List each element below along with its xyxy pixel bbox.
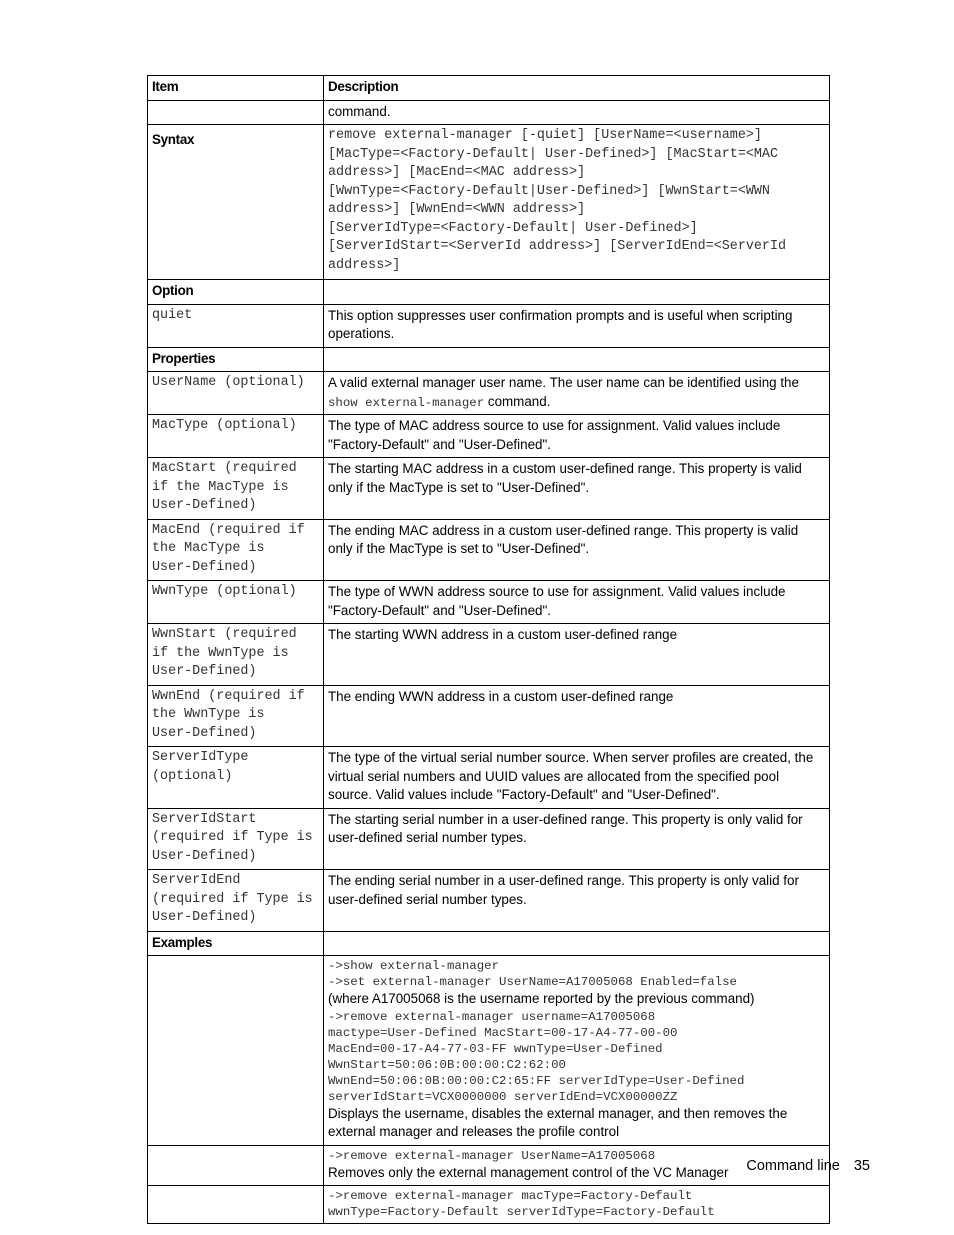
property-row [148,624,830,686]
page-number: 35 [853,1158,870,1174]
table-row [148,100,830,125]
property-description [324,372,830,415]
table-header-row [148,76,830,101]
examples-label: Examples [148,931,324,956]
property-row [148,372,830,415]
section-row [148,347,830,372]
syntax-row [148,125,830,280]
property-row [148,808,830,870]
property-name: MacEnd (required if the MacType is User-Defined) [148,519,324,581]
option-description: This option suppresses user confirmation prompts and is useful when scripting operations. [324,304,830,347]
property-name: ServerIdType (optional) [148,747,324,809]
property-description: The ending WWN address in a custom user-defined range [324,685,830,747]
option-row [148,304,830,347]
example-text: Displays the username, disables the external manager, and then removes the external manager and releases the profile control [328,1105,788,1139]
property-description: The type of WWN address source to use for assignment. Valid values include "Factory-Default" and "User-Defined". [324,581,830,624]
example-text: (where A17005068 is the username reported by the previous command) [328,991,755,1006]
property-name: WwnEnd (required if the WwnType is User-Defined) [148,685,324,747]
property-name: ServerIdStart (required if Type is User-Defined) [148,808,324,870]
property-row [148,870,830,932]
property-row [148,581,830,624]
property-row [148,458,830,520]
property-name: WwnType (optional) [148,581,324,624]
property-row [148,747,830,809]
syntax-line: remove external-manager [-quiet] [UserName=<username>] [328,128,762,143]
continuation-text: command. [324,100,830,125]
empty-cell [324,931,830,956]
syntax-code [324,125,830,280]
empty-cell [148,1186,324,1224]
example-content [324,956,830,1146]
property-name: ServerIdEnd (required if Type is User-Defined) [148,870,324,932]
empty-cell [148,1145,324,1186]
syntax-line: [MacType=<Factory-Default| User-Defined>] [MacStart=<MAC [328,146,778,162]
property-row [148,415,830,458]
property-name: WwnStart (required if the WwnType is User-Defined) [148,624,324,686]
syntax-line: [WwnType=<Factory-Default|User-Defined>] [WwnStart=<WWN [328,183,770,199]
empty-cell [324,347,830,372]
inline-code: show external-manager [328,395,485,410]
property-description: The starting WWN address in a custom user-defined range [324,624,830,686]
page-footer [746,1158,870,1174]
property-text: A valid external manager user name. The user name can be identified using the [328,375,799,390]
example-code: ->remove external-manager macType=Factory-Default wwnType=Factory-Default serverIdType=Factory-Default [328,1189,715,1219]
property-description: The type of the virtual serial number source. When server profiles are created, the virtual serial numbers and UUID values are allocated from the specified pool source. Valid values include "Factory-Default" and "User-Defined". [324,747,830,809]
syntax-line: [ServerIdStart=<ServerId address>] [ServerIdEnd=<ServerId [328,239,787,254]
syntax-line: address>] [MacEnd=<MAC address>] [328,165,586,180]
property-description: The type of MAC address source to use for assignment. Valid values include "Factory-Default" and "User-Defined". [324,415,830,458]
example-content [324,1186,830,1224]
example-text: Removes only the external management control of the VC Manager [328,1164,729,1180]
syntax-line: address>] [328,257,401,273]
property-name: MacStart (required if the MacType is User-Defined) [148,458,324,520]
property-row [148,685,830,747]
header-description: Description [324,76,830,101]
header-item: Item [148,76,324,101]
example-code: ->show external-manager ->set external-manager UserName=A17005068 Enabled=false [328,959,737,989]
property-name: UserName (optional) [148,372,324,415]
property-name: MacType (optional) [148,415,324,458]
empty-cell [324,280,830,305]
syntax-line: address>] [WwnEnd=<WWN address>] [328,202,586,217]
empty-cell [148,956,324,1146]
command-table [147,75,830,1224]
property-description: The starting MAC address in a custom user-defined range. This property is valid only if the MacType is set to "User-Defined". [324,458,830,520]
option-label: Option [148,280,324,305]
properties-label: Properties [148,347,324,372]
example-row [148,1186,830,1224]
syntax-label: Syntax [148,125,324,280]
empty-cell [148,100,324,125]
syntax-line: [ServerIdType=<Factory-Default| User-Defined>] [328,220,698,236]
section-row [148,931,830,956]
property-text-after: command. [484,393,551,409]
property-row [148,519,830,581]
example-code: ->remove external-manager UserName=A17005068 [328,1148,656,1163]
footer-section: Command line [746,1158,840,1174]
example-row [148,1145,830,1186]
example-row [148,956,830,1146]
section-row [148,280,830,305]
property-description: The ending MAC address in a custom user-defined range. This property is valid only if the MacType is set to "User-Defined". [324,519,830,581]
property-description: The ending serial number in a user-defined range. This property is only valid for user-defined serial number types. [324,870,830,932]
option-name: quiet [148,304,324,347]
property-description: The starting serial number in a user-defined range. This property is only valid for user-defined serial number types. [324,808,830,870]
example-code: ->remove external-manager username=A17005068 mactype=User-Defined MacStart=00-17-A4-77-00-00 MacEnd=00-17-A4-77-03-FF wwnType=User-Defined WwnStart=50:06:0B:00:00:C2:62:00 WwnEnd=50:06:0B:00:00:C2:65:FF serverIdType=User-Defined serverIdStart=VCX0000000 serverIdEnd=VCX00000ZZ [328,1009,745,1104]
